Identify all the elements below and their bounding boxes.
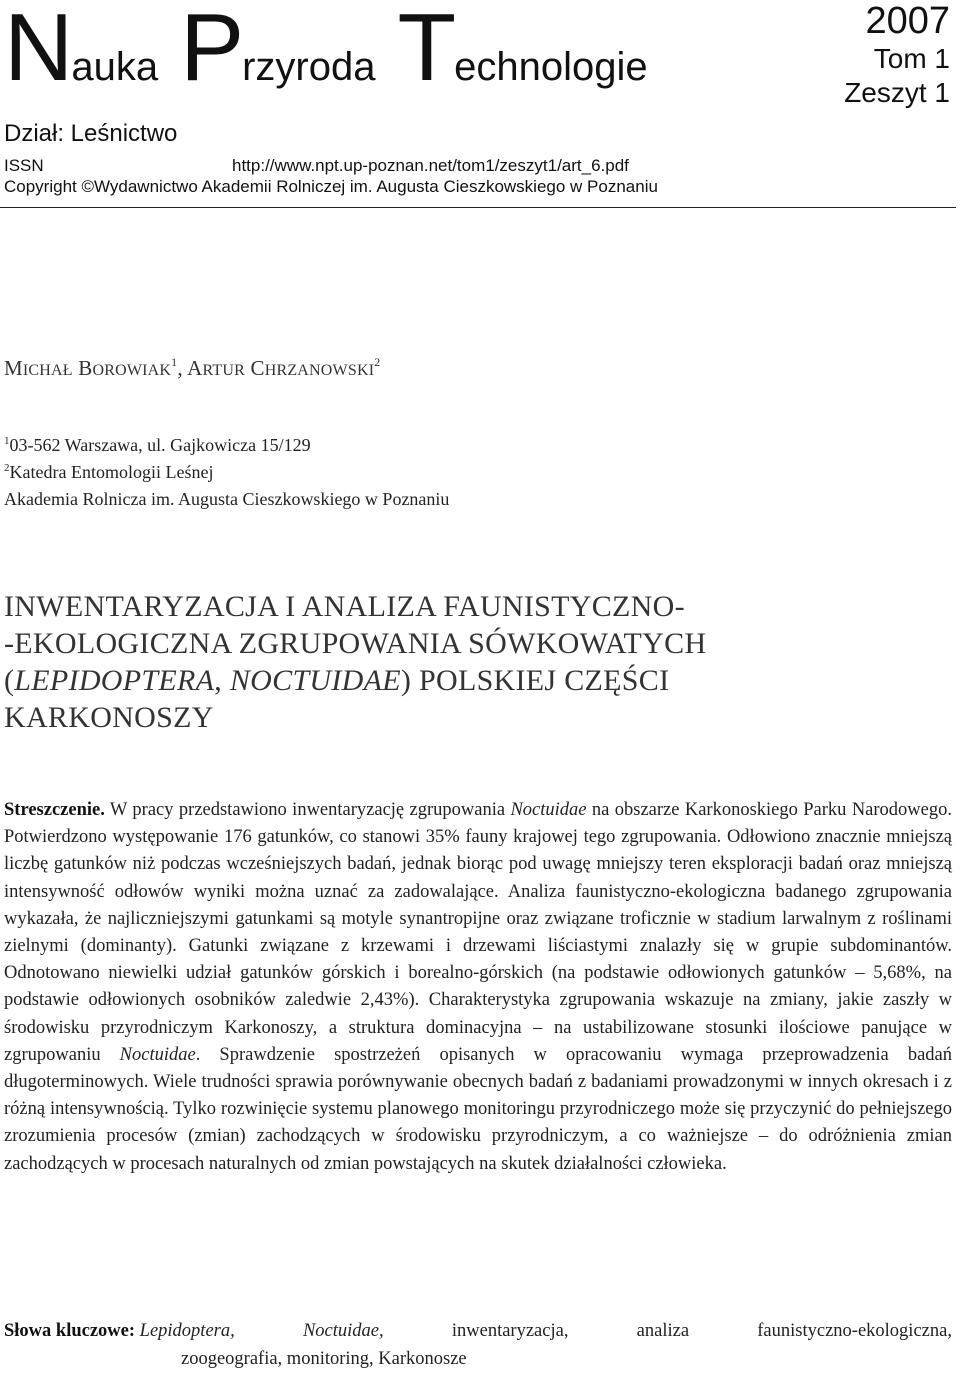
issn-label: ISSN [4,156,44,175]
issue-number: Zeszyt 1 [844,77,950,108]
keywords-heading: Słowa kluczowe: [4,1321,136,1341]
affiliation-3: Akademia Rolnicza im. Augusta Cieszkowskiego w Poznaniu [4,489,450,509]
section-label: Dział: Leśnictwo [4,120,178,147]
keyword: Noctuidae, [302,1321,384,1341]
taxon-name: Noctuidae [119,1044,196,1065]
article-title-line-1: INWENTARYZACJA I ANALIZA FAUNISTYCZNO- [4,590,685,623]
author-1-affiliation-mark: 1 [171,355,178,369]
abstract: Streszczenie. W pracy przedstawiono inwentaryzację zgrupowania Noctuidae na obszarze Karkonoskiego Parku Narodowego. Potwierdzono występowanie 176 gatunków, co stanowi 35% fauny krajowej tego zgrupowania. Odłowiono znacznie mniejszą liczbę gatunków niż podczas wcześniejszych badań, jednak biorąc pod uwagę mniejszy teren eksploracji badań oraz mniejszą intensywność odłowów wyniki można uznać za zadowalające. Analiza faunistyczno-ekologiczna badanego zgrupowania wykazała, że najliczniejszymi gatunkami są motyle synantropijne oraz związane troficznie w stadium larwalnym z roślinami zielnymi (dominanty). Gatunki związane z krzewami i drzewami liściastymi znalazły się w grupie subdominantów. Odnotowano niewielki udział gatunków górskich i borealno-górskich (na podstawie odłowionych gatunków – 5,68%, na podstawie odłowionych osobników zaledwie 2,43%). Charakterystyka zgrupowania wskazuje na zmiany, jakie zaszły w środowisku przyrodniczym Karkonoszy, a struktura dominacyjna – na ustabilizowane stosunki ilościowe panujące w zgrupowaniu Noctuidae. Sprawdzenie spostrzeżeń opisanych w opracowaniu wymaga przeprowadzenia badań długoterminowych. Wiele trudności sprawia porównywanie obecnych badań z badaniami prowadzonymi w innych okresach i z różną intensywnością. Tylko rozwinięcie systemu planowego monitoringu przyrodniczego może się przyczynić do pełniejszego zrozumienia procesów (zmian) zachodzących w środowisku przyrodniczym, a co ważniejsze – do odróżnienia zmian zachodzących w procesach naturalnych od zmian powstających na skutek działalności człowieka. [4,800,952,1174]
article-title [4,588,954,736]
keyword: faunistyczno-ekologiczna, [757,1321,952,1341]
author-1: MICHAŁ BOROWIAK$^1$ [4,355,178,380]
abstract-heading: Streszczenie. [4,800,105,820]
article-title-line-3: (LEPIDOPTERA, NOCTUIDAE) POLSKIEJ CZĘŚCI [4,664,670,697]
author-list: MICHAŁ BOROWIAK$^1$, ARTUR CHRZANOWSKI$^2$ [4,355,381,380]
issue-info [770,0,950,110]
affiliation-2: $^2$Katedra Entomologii Leśnej [4,462,214,482]
journal-title [4,0,648,101]
keyword: Lepidoptera, [139,1321,235,1341]
journal-title-word-1: Nauka [4,0,159,101]
header-divider [0,207,956,208]
issue-volume: Tom 1 [873,43,950,74]
author-2: ARTUR CHRZANOWSKI$^2$ [187,355,381,380]
affiliations [4,432,449,513]
keywords-line-1 [4,1317,952,1345]
issue-year: 2007 [865,0,950,42]
article-title-line-4: KARKONOSZY [4,701,214,734]
taxon-name: Noctuidae [510,800,587,820]
journal-title-word-2: Przyroda [180,0,376,101]
copyright-line: Copyright ©Wydawnictwo Akademii Rolniczej im. Augusta Cieszkowskiego w Poznaniu [4,177,658,196]
keyword: inwentaryzacja, [451,1321,569,1341]
keyword: analiza [636,1321,690,1341]
keywords [4,1317,952,1373]
affiliation-1: $^1$03-562 Warszawa, ul. Gajkowicza 15/129 [4,435,311,455]
author-2-affiliation-mark: 2 [374,355,381,369]
article-url[interactable]: http://www.npt.up-poznan.net/tom1/zeszyt1/art_6.pdf [232,156,629,175]
article-title-line-2: -EKOLOGICZNA ZGRUPOWANIA SÓWKOWATYCH [4,627,707,660]
keywords-line-2: zoogeografia, monitoring, Karkonosze [181,1349,467,1369]
journal-title-word-3: Technologie [397,0,648,101]
